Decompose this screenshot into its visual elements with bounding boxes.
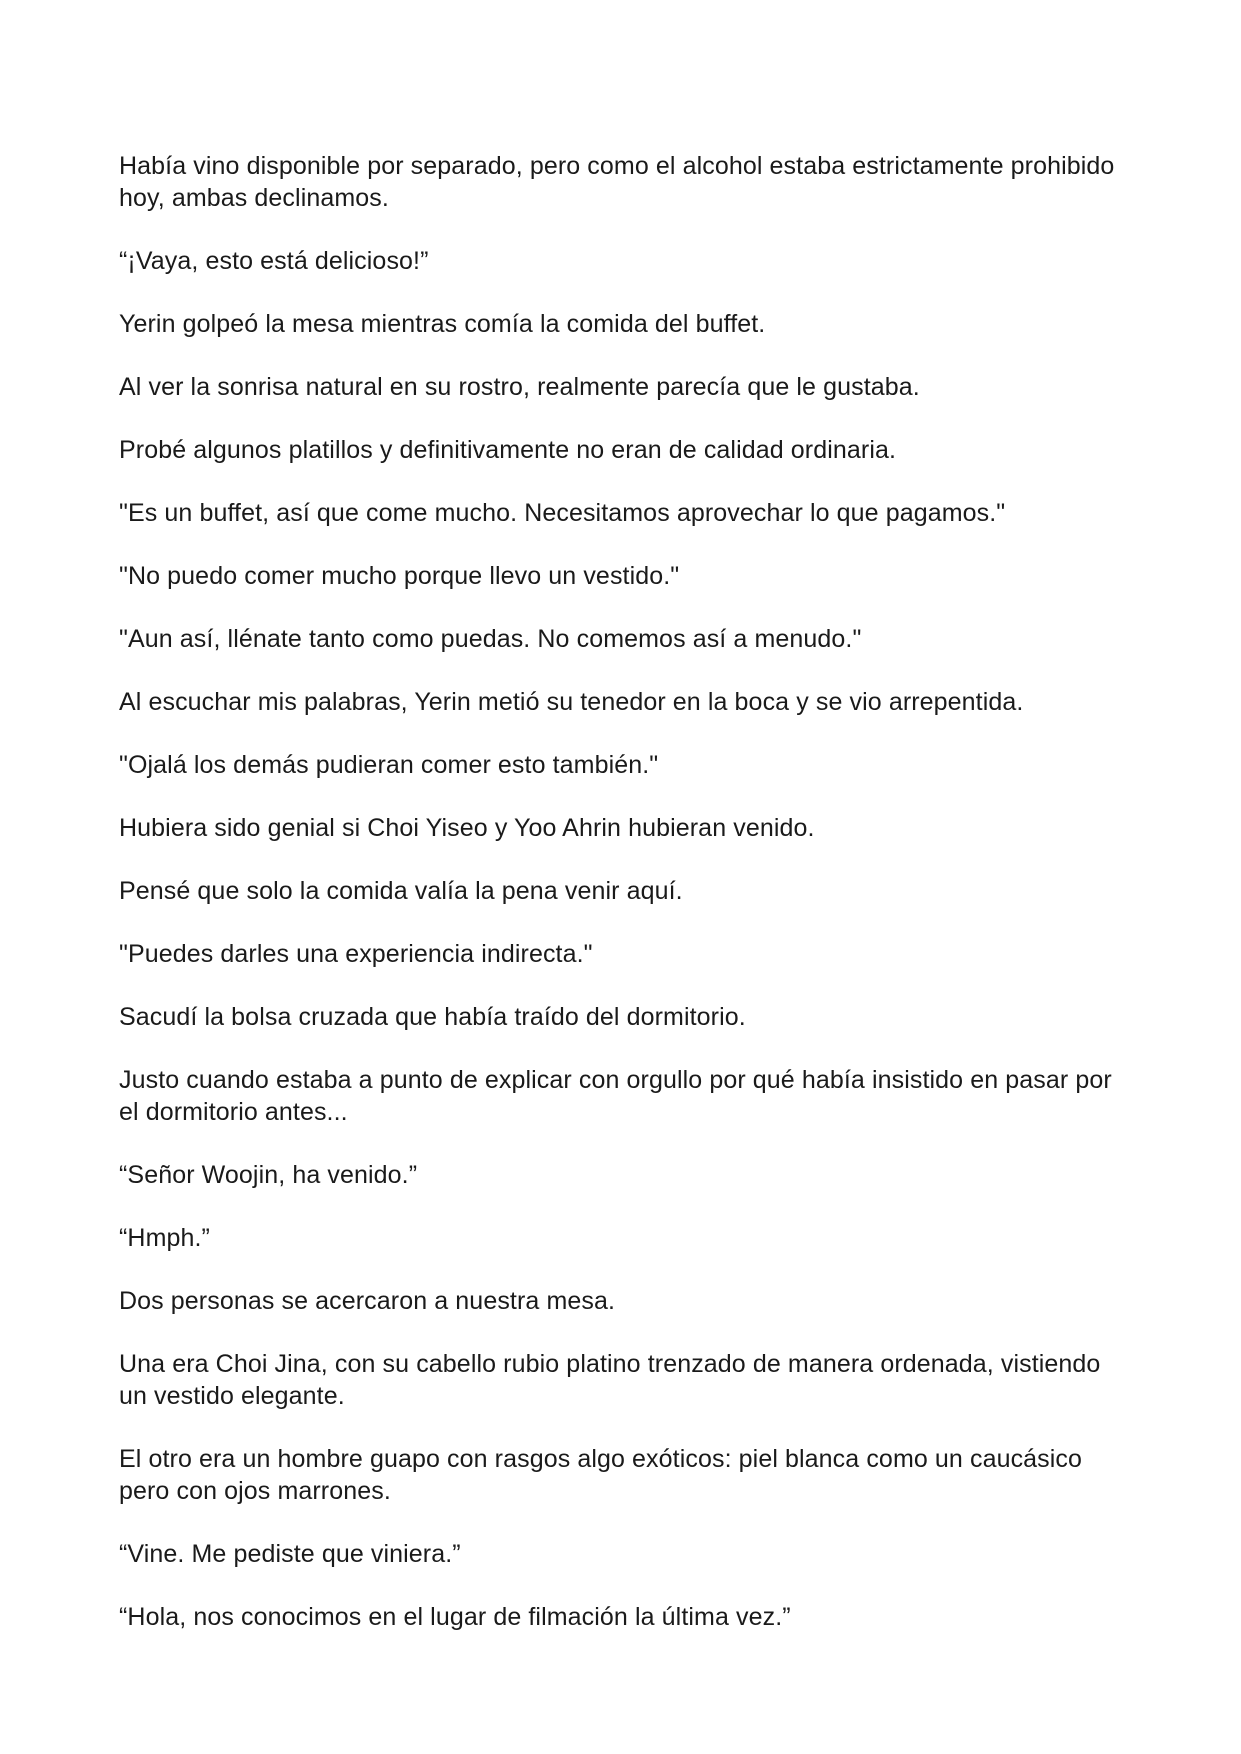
paragraph: “Señor Woojin, ha venido.” — [119, 1161, 418, 1189]
paragraph: Pensé que solo la comida valía la pena venir aquí. — [119, 877, 683, 905]
paragraph: Probé algunos platillos y definitivamente no eran de calidad ordinaria. — [119, 436, 897, 464]
paragraph: "Puedes darles una experiencia indirecta." — [119, 940, 593, 968]
paragraph: “Vine. Me pediste que viniera.” — [119, 1540, 461, 1568]
paragraph: “Hmph.” — [119, 1224, 210, 1252]
paragraph: "Aun así, llénate tanto como puedas. No comemos así a menudo." — [119, 625, 862, 653]
paragraph: El otro era un hombre guapo con rasgos algo exóticos: piel blanca como un caucásico pero con ojos marrones. — [119, 1445, 1083, 1505]
paragraph: Yerin golpeó la mesa mientras comía la comida del buffet. — [119, 310, 766, 338]
paragraph: “¡Vaya, esto está delicioso!” — [119, 247, 429, 275]
paragraph: Hubiera sido genial si Choi Yiseo y Yoo Ahrin hubieran venido. — [119, 814, 815, 842]
paragraph: "Es un buffet, así que come mucho. Necesitamos aprovechar lo que pagamos." — [119, 499, 1006, 527]
paragraph: “Hola, nos conocimos en el lugar de filmación la última vez.” — [119, 1603, 791, 1631]
paragraph: Al escuchar mis palabras, Yerin metió su tenedor en la boca y se vio arrepentida. — [119, 688, 1024, 716]
paragraph: Al ver la sonrisa natural en su rostro, realmente parecía que le gustaba. — [119, 373, 920, 401]
paragraph: Una era Choi Jina, con su cabello rubio platino trenzado de manera ordenada, vistiendo un vestido elegante. — [119, 1350, 1101, 1410]
paragraph: "Ojalá los demás pudieran comer esto también." — [119, 751, 659, 779]
document-body — [119, 150, 1129, 1664]
paragraph: "No puedo comer mucho porque llevo un vestido." — [119, 562, 680, 590]
paragraph: Había vino disponible por separado, pero como el alcohol estaba estrictamente prohibido hoy, ambas declinamos. — [119, 152, 1115, 212]
paragraph: Sacudí la bolsa cruzada que había traído del dormitorio. — [119, 1003, 746, 1031]
paragraph: Dos personas se acercaron a nuestra mesa. — [119, 1287, 616, 1315]
paragraph: Justo cuando estaba a punto de explicar con orgullo por qué había insistido en pasar por el dormitorio antes... — [119, 1066, 1112, 1126]
